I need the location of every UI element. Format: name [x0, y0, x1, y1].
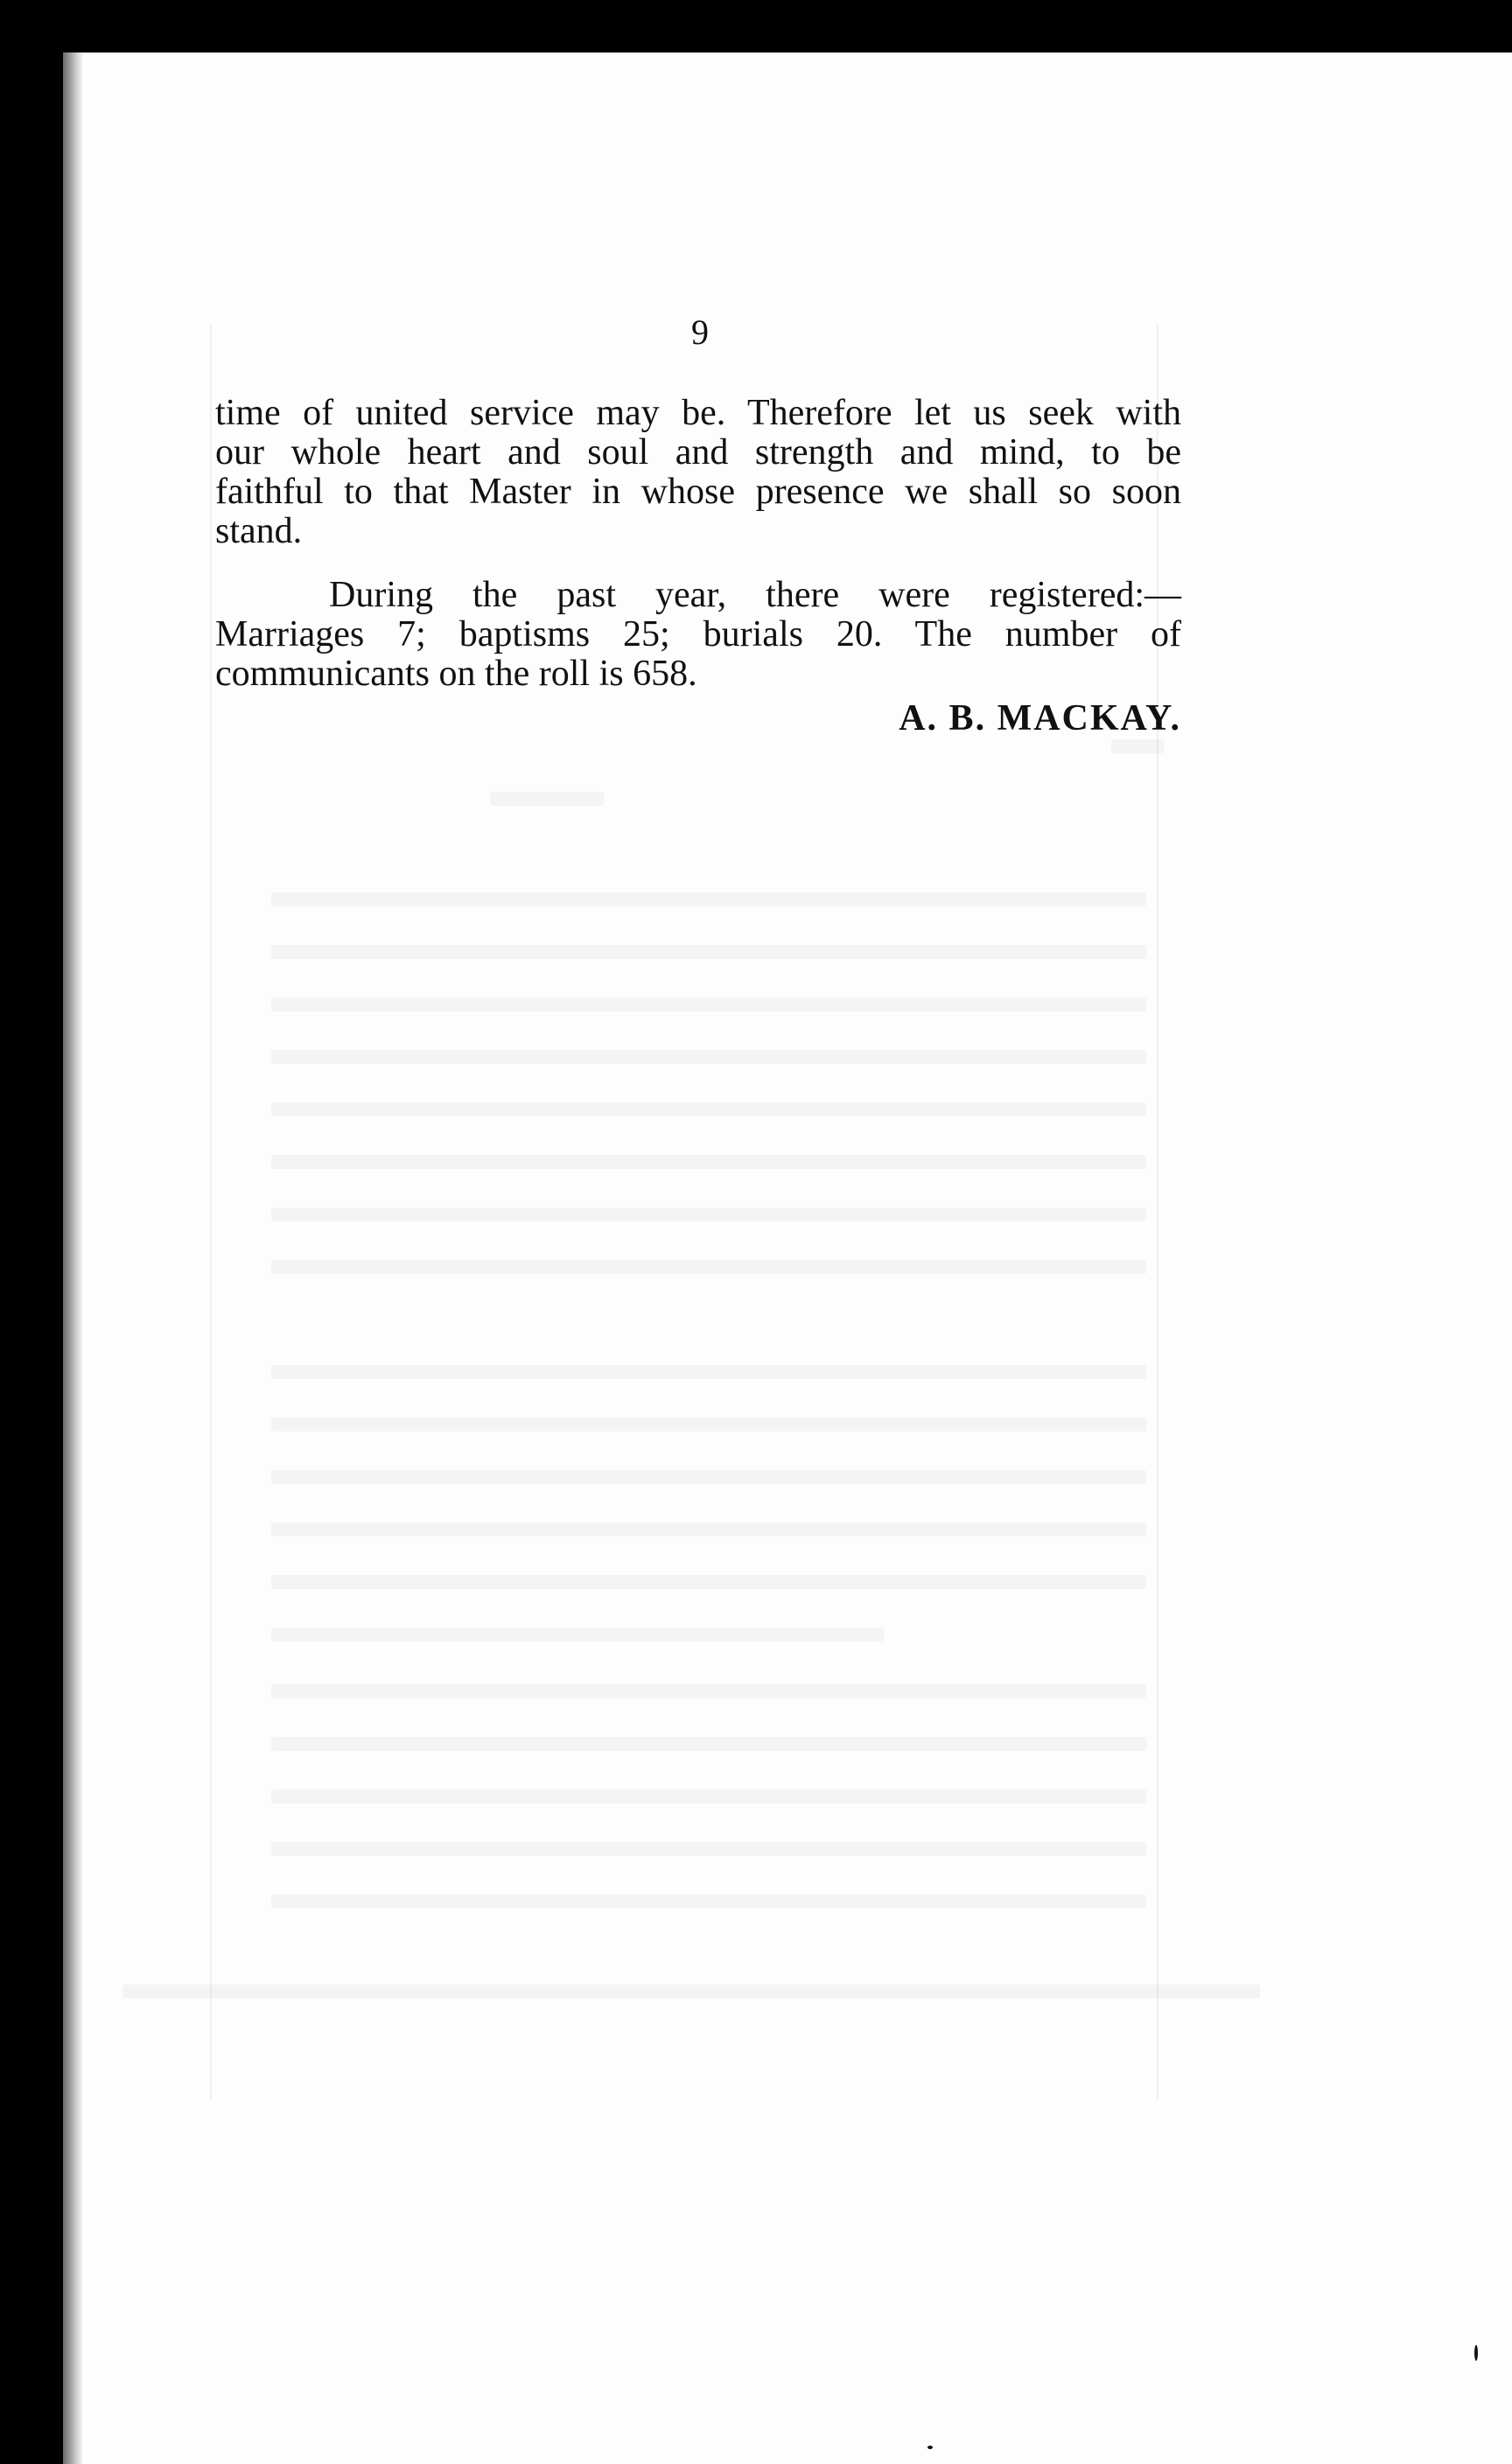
- text-line: our whole heart and soul and strength and mind, to be: [215, 432, 1181, 472]
- text-line: communicants on the roll is 658.: [215, 654, 697, 694]
- text-line: faithful to that Master in whose presence we shall so soon: [215, 472, 1181, 512]
- text-line: During the past year, there were registered:—: [329, 575, 1181, 615]
- text-line: time of united service may be. Therefore let us seek with: [215, 393, 1181, 433]
- page-number: 9: [691, 312, 709, 352]
- text-line: Marriages 7; baptisms 25; burials 20. The number of: [215, 614, 1181, 654]
- show-through-line: [271, 1522, 1146, 1536]
- show-through-line: [271, 1789, 1146, 1803]
- show-through-line: [271, 1894, 1146, 1908]
- show-through-line: [271, 1628, 884, 1642]
- page-binding-edge: [63, 52, 82, 2464]
- show-through-line: [271, 945, 1146, 959]
- show-through-line: [122, 1984, 1260, 1998]
- show-through-line: [490, 792, 604, 806]
- show-through-line: [271, 1842, 1146, 1856]
- show-through-line: [271, 1260, 1146, 1274]
- show-through-line: [271, 1575, 1146, 1589]
- dust-speck: [928, 2446, 933, 2449]
- show-through-line: [271, 1102, 1146, 1116]
- show-through-line: [271, 1365, 1146, 1379]
- show-through-line: [271, 1155, 1146, 1169]
- author-signature: A. B. MACKAY.: [899, 698, 1181, 738]
- show-through-line: [271, 1470, 1146, 1484]
- show-through-line: [271, 1684, 1146, 1698]
- show-through-line: [1111, 739, 1164, 753]
- dust-speck: [1474, 2345, 1478, 2361]
- text-line: stand.: [215, 511, 303, 551]
- show-through-line: [271, 1737, 1146, 1751]
- show-through-line: [271, 1208, 1146, 1222]
- body-text: [215, 394, 1181, 738]
- show-through-line: [271, 1050, 1146, 1064]
- show-through-line: [271, 998, 1146, 1012]
- show-through-line: [271, 1418, 1146, 1432]
- paragraph-gap: [215, 551, 1181, 576]
- show-through-line: [271, 892, 1146, 906]
